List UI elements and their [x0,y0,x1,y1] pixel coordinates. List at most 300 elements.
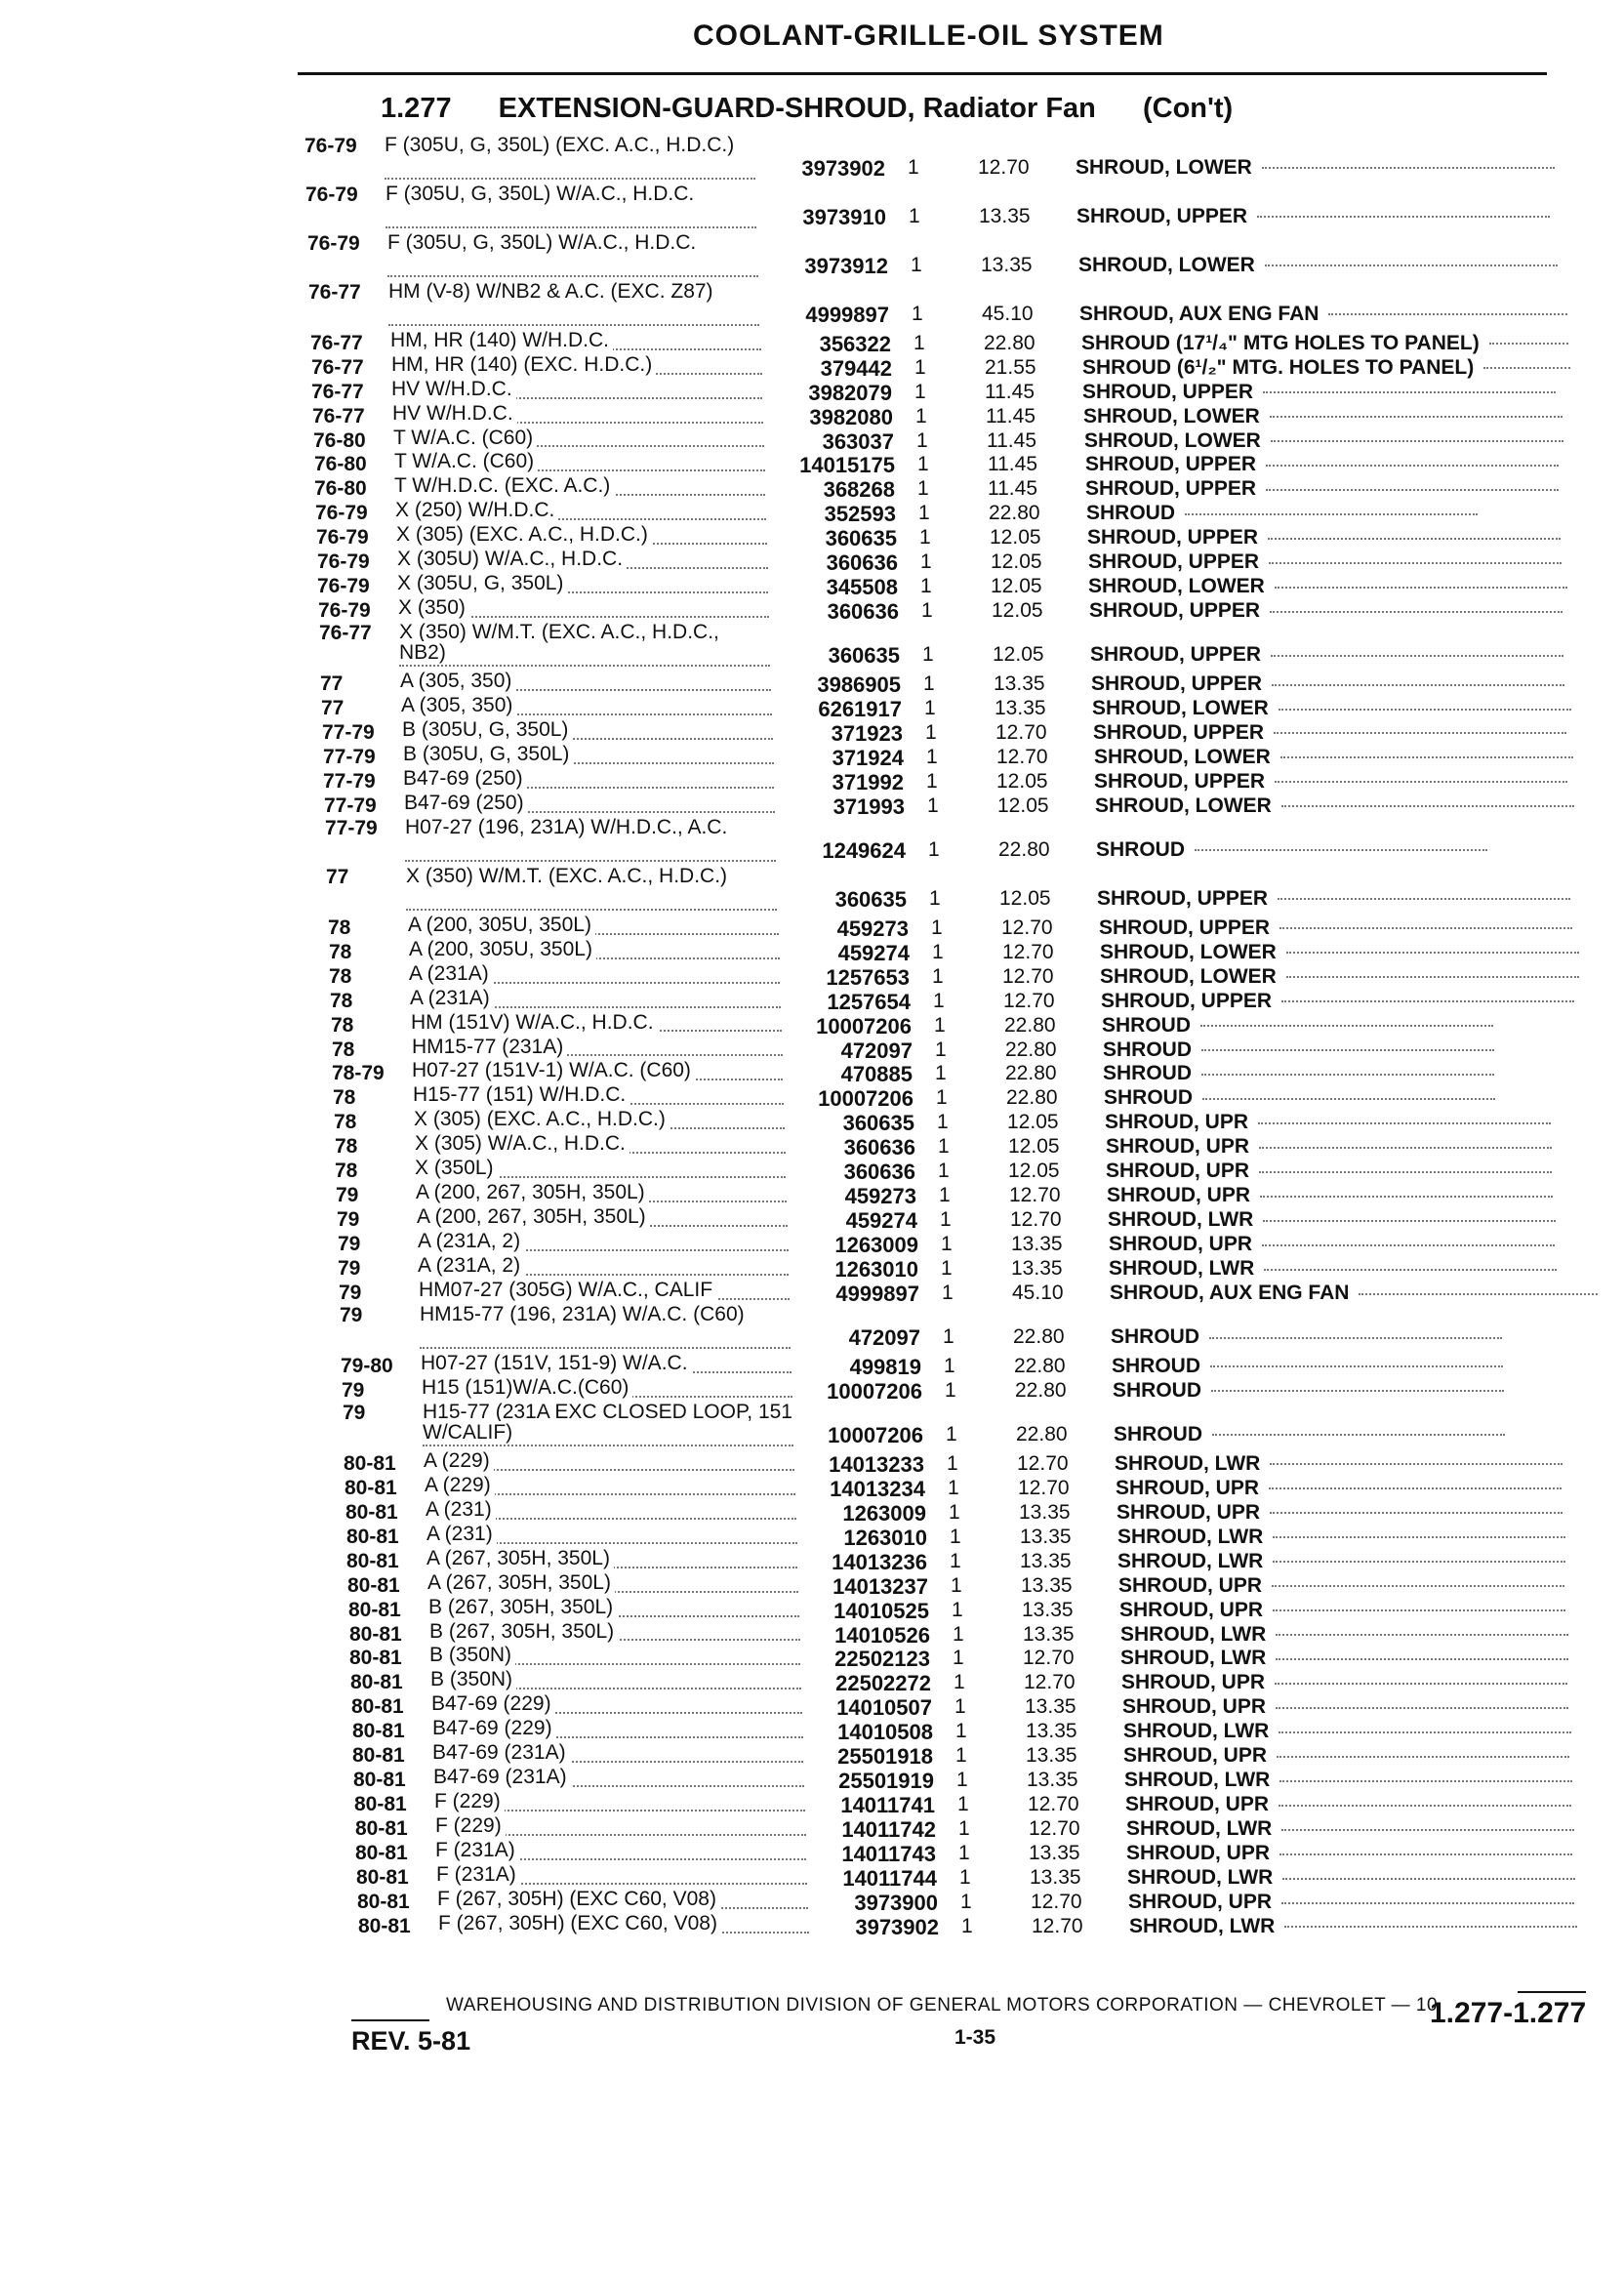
dot-leader [1276,1707,1568,1709]
part-name-text: SHROUD, LOWER [1078,253,1255,276]
part-name [1081,332,1569,355]
part-number: 3986905 [817,672,901,698]
dot-leader [1279,1731,1571,1733]
dot-leader [1281,1829,1574,1831]
dot-leader [1201,1074,1494,1076]
dot-leader [1271,655,1563,657]
part-name-text: SHROUD, LOWER [1084,428,1261,452]
table-row [332,1037,1581,1061]
model-years: 77-79 [325,816,378,839]
part-name [1114,1423,1602,1446]
description-text: F (267, 305H) (EXC C60, V08) [437,1889,720,1910]
application-description [392,403,763,428]
part-name [1115,1452,1603,1476]
part-number: 379442 [820,355,892,381]
dot-leader [1279,1853,1572,1855]
part-name [1103,1038,1591,1062]
dot-leader [406,909,777,911]
part-name [1117,1526,1605,1549]
quantity: 1 [946,1422,957,1445]
quantity: 1 [929,886,941,910]
price: 12.05 [1008,1135,1060,1159]
price: 12.70 [1010,1208,1062,1232]
application-description [402,719,773,744]
dot-leader [1276,1634,1568,1636]
application-description [433,1767,804,1791]
price: 12.70 [1001,916,1053,939]
application-description [431,1693,802,1718]
footer-division-text: WAREHOUSING AND DISTRIBUTION DIVISION OF GENERAL MOTORS CORPORATION — CHEVROLET — 10 [446,1995,1439,2015]
part-number: 14010508 [837,1720,933,1745]
part-number: 25501919 [838,1769,934,1794]
table-row [311,354,1581,379]
model-years: 79 [339,1282,362,1305]
part-name-text: SHROUD, UPR [1116,1500,1261,1524]
table-row [355,1815,1581,1843]
application-description [391,354,762,379]
dot-leader [1211,1390,1504,1392]
description-text: B47-69 (250) [404,793,528,814]
part-number: 22502272 [835,1671,931,1696]
part-name-text: SHROUD [1104,1086,1194,1110]
part-name-text: SHROUD, UPR [1109,1233,1253,1256]
dot-leader [405,860,776,862]
model-years: 78 [329,940,352,963]
model-years: 76-79 [318,599,371,623]
dot-leader [1282,1878,1575,1880]
table-row [331,1012,1581,1037]
quantity: 1 [919,526,931,550]
application-description [401,695,772,719]
description-text: T W/A.C. (C60) [393,428,537,449]
table-row [335,1158,1581,1185]
application-description [428,1597,799,1621]
price: 13.35 [1011,1257,1063,1281]
description-text: B (350N) [430,1669,516,1690]
description-text: F (229) [434,1791,505,1812]
price: 12.70 [1024,1671,1076,1694]
part-name-text: SHROUD, UPR [1107,1184,1251,1207]
part-number: 3973912 [804,253,888,278]
part-number: 371992 [832,769,904,794]
continued-label: (Con't) [1142,93,1234,124]
model-years: 77 [326,865,349,888]
price: 13.35 [1029,1842,1080,1865]
table-row [338,1255,1581,1280]
part-number: 499819 [849,1354,921,1379]
part-name [1082,356,1570,380]
part-name [1127,1866,1615,1890]
application-description [421,1353,792,1377]
quantity: 1 [932,964,944,988]
description-text: H15 (151)W/A.C.(C60) [422,1377,632,1399]
quantity: 1 [917,477,929,501]
dot-leader [1185,513,1478,515]
model-years: 76-79 [307,231,360,255]
price: 12.70 [1009,1184,1061,1207]
part-name [1104,1086,1592,1110]
quantity: 1 [957,1793,969,1816]
quantity: 1 [920,550,932,574]
part-name [1125,1793,1613,1816]
part-name-text: SHROUD, LOWER [1076,156,1252,179]
description-text: F (231A) [436,1864,520,1886]
dot-leader [1258,1122,1551,1124]
model-years: 78 [332,1038,355,1061]
quantity: 1 [914,355,926,379]
table-row [316,524,1581,549]
application-description [412,1037,783,1061]
description-text: X (305) (EXC. A.C., H.D.C.) [414,1109,670,1130]
part-name [1117,1550,1605,1573]
price: 45.10 [982,302,1034,325]
quantity: 1 [949,1500,960,1524]
description-text: A (231A, 2) [418,1255,524,1277]
price: 13.35 [1022,1598,1074,1621]
quantity: 1 [911,253,922,276]
table-row [340,1304,1581,1353]
part-name-text: SHROUD, UPPER [1087,526,1259,550]
dot-leader [1284,1926,1577,1928]
model-years: 79-80 [341,1354,393,1377]
price: 12.70 [1002,940,1054,963]
quantity: 1 [916,428,928,452]
part-name-text: SHROUD, LWR [1115,1451,1261,1475]
quantity: 1 [958,1817,970,1841]
table-row [317,573,1581,600]
price: 12.05 [991,575,1042,598]
table-row [310,330,1581,354]
application-description [435,1840,806,1864]
table-row [323,768,1581,793]
application-description [424,1450,794,1475]
description-text: B47-69 (229) [432,1718,556,1739]
description-text: A (200, 305U, 350L) [408,915,595,936]
part-name-text: SHROUD, LOWER [1100,964,1277,988]
table-row [333,1084,1581,1112]
table-row [355,1840,1581,1867]
description-text: F (305U, G, 350L) W/A.C., H.D.C. [386,183,698,205]
table-row [345,1475,1581,1499]
quantity: 1 [935,1062,947,1085]
dot-leader [1279,927,1572,929]
quantity: 1 [912,302,923,325]
quantity: 1 [944,1354,955,1377]
part-number: 1263010 [843,1525,927,1550]
quantity: 1 [940,1208,952,1232]
application-description [418,1255,789,1280]
quantity: 1 [938,1160,950,1183]
part-name [1096,838,1584,862]
model-years: 76-79 [316,526,369,550]
part-number: 360636 [843,1135,915,1160]
price: 13.35 [995,697,1046,720]
model-years: 79 [338,1233,361,1256]
application-description [420,1304,791,1353]
part-name-text: SHROUD, UPR [1119,1598,1264,1621]
description-text: A (229) [425,1475,495,1496]
quantity: 1 [917,453,929,476]
description-text: A (231) [426,1499,496,1521]
table-row [324,793,1581,817]
price: 13.35 [1026,1720,1077,1743]
part-number: 352593 [824,502,896,527]
description-text: H07-27 (151V, 151-9) W/A.C. [421,1353,692,1374]
part-name [1092,697,1580,720]
table-row [329,939,1581,963]
model-years: 76-80 [314,477,367,501]
application-description [423,1402,793,1450]
description-text: HV W/H.D.C. [392,403,517,425]
quantity: 1 [950,1525,961,1548]
description-text: X (350) W/M.T. (EXC. A.C., H.D.C.) [406,866,731,887]
dot-leader [1263,1220,1556,1222]
part-name [1086,502,1574,525]
price: 12.05 [999,886,1051,910]
model-years: 76-80 [313,428,366,452]
dot-leader [1270,1512,1563,1514]
model-years: 80-81 [352,1744,405,1768]
price: 11.45 [987,428,1036,452]
table-row [329,963,1581,988]
part-name [1116,1477,1604,1500]
dot-leader [1263,391,1556,393]
model-years: 80-81 [350,1671,403,1694]
description-text: F (231A) [435,1840,519,1861]
description-text: HM, HR (140) W/H.D.C. [390,330,613,351]
part-name-text: SHROUD [1096,837,1186,861]
quantity: 1 [922,643,934,667]
part-name-text: SHROUD, UPPER [1076,204,1248,227]
model-years: 76-77 [308,280,361,304]
price: 13.35 [1020,1525,1072,1548]
quantity: 1 [920,575,932,598]
table-row [346,1548,1581,1572]
part-name-text: SHROUD, UPPER [1085,477,1257,501]
dot-leader [1269,562,1562,564]
part-name-text: SHROUD, UPR [1105,1111,1249,1134]
part-number: 360636 [843,1160,915,1185]
part-number: 1249624 [822,837,906,863]
table-row [348,1597,1581,1621]
part-name-text: SHROUD, LWR [1108,1208,1254,1232]
part-name [1076,205,1564,228]
part-number: 363037 [822,428,894,454]
table-row [354,1791,1581,1818]
application-description [425,1475,795,1499]
quantity: 1 [961,1915,973,1938]
table-row [317,549,1581,576]
dot-leader [1275,587,1567,589]
quantity: 1 [943,1325,954,1349]
description-text: X (350) W/M.T. (EXC. A.C., H.D.C., NB2) [399,622,719,665]
price: 11.45 [986,404,1035,428]
part-number: 360635 [828,643,900,669]
model-years: 76-80 [314,453,367,476]
dot-leader [1259,1147,1552,1149]
part-name-text: SHROUD, UPPER [1101,989,1273,1012]
model-years: 76-79 [315,502,368,525]
part-name-text: SHROUD (17¹/₄" MTG HOLES TO PANEL) [1081,331,1480,354]
dot-leader [386,226,756,228]
part-number: 1263009 [842,1500,926,1526]
model-years: 77-79 [322,721,375,745]
dot-leader [423,1445,793,1446]
price: 22.80 [1016,1422,1068,1445]
price: 12.05 [992,599,1043,623]
price: 12.70 [1028,1793,1079,1816]
part-number: 14010507 [836,1695,932,1721]
part-number: 345508 [826,575,898,600]
dot-leader [1273,1609,1565,1611]
dot-leader [1269,1487,1562,1489]
application-description [391,379,762,403]
application-description [414,1109,785,1133]
price: 13.35 [1030,1866,1081,1890]
dot-leader [1257,216,1550,218]
table-row [358,1913,1581,1940]
dot-leader [1272,684,1564,686]
table-row [352,1742,1581,1770]
table-row [341,1353,1581,1377]
dot-leader [399,665,770,667]
table-row [334,1109,1581,1136]
part-name [1093,721,1581,745]
table-row [321,695,1581,722]
model-years: 76-79 [305,183,358,206]
price: 12.05 [997,794,1049,817]
quantity: 1 [909,204,920,227]
description-text: X (350L) [415,1158,498,1179]
dot-leader [1279,1805,1571,1807]
description-text: HM, HR (140) (EXC. H.D.C.) [391,354,656,376]
description-text: A (200, 305U, 350L) [409,939,596,960]
dot-leader [1200,1025,1493,1027]
price: 21.55 [985,355,1036,379]
price: 12.70 [1018,1476,1070,1499]
model-years: 79 [338,1257,361,1281]
description-text: H07-27 (196, 231A) W/H.D.C., A.C. [405,817,731,838]
part-name-text: SHROUD, LWR [1123,1720,1270,1743]
price: 22.80 [1006,1086,1058,1110]
quantity: 1 [953,1647,964,1670]
model-years: 77-79 [324,794,377,817]
footer-revision: REV. 5-81 [351,2026,471,2056]
application-description [385,135,755,183]
description-text: X (305) W/A.C., H.D.C. [415,1133,629,1155]
part-number: 10007206 [828,1422,923,1447]
application-description [404,793,775,817]
quantity: 1 [960,1891,972,1914]
application-description [386,183,756,232]
part-name-text: SHROUD [1111,1325,1200,1349]
part-name [1109,1257,1597,1281]
part-name [1089,599,1577,623]
table-row [352,1718,1581,1745]
part-name [1103,1062,1591,1085]
part-name-text: SHROUD, UPPER [1097,886,1269,910]
model-years: 80-81 [345,1500,398,1524]
dot-leader [385,178,755,180]
model-years: 77-79 [323,745,376,768]
price: 13.35 [1025,1695,1076,1719]
price: 12.05 [1007,1111,1059,1134]
description-text: A (231) [426,1524,497,1545]
table-row [326,866,1581,915]
part-name [1085,477,1573,501]
description-text: HM (151V) W/A.C., H.D.C. [411,1012,658,1034]
description-text: A (305, 350) [400,671,515,692]
table-row [318,597,1581,625]
quantity: 1 [945,1378,956,1402]
part-name [1116,1501,1604,1525]
description-text: X (350) [398,597,469,619]
model-years: 80-81 [358,1915,411,1938]
quantity: 1 [939,1184,951,1207]
part-name-text: SHROUD [1113,1378,1202,1402]
section-heading: EXTENSION-GUARD-SHROUD, Radiator Fan [498,93,1096,124]
dot-leader [1210,1365,1503,1367]
part-number: 472097 [848,1325,920,1351]
model-years: 79 [340,1304,363,1327]
table-row [308,281,1581,330]
application-description [393,428,764,452]
part-name-text: SHROUD, UPR [1122,1695,1267,1719]
application-description [417,1206,788,1231]
quantity: 1 [952,1598,963,1621]
quantity: 1 [931,916,943,939]
table-row [356,1864,1581,1892]
application-description [403,744,774,768]
description-text: B (267, 305H, 350L) [428,1597,617,1618]
part-name [1094,770,1582,794]
description-text: HM15-77 (196, 231A) W/A.C. (C60) [420,1304,749,1325]
part-number: 371993 [832,794,905,819]
part-number: 459273 [836,916,909,941]
part-number: 356322 [819,331,891,356]
price: 22.80 [998,837,1050,861]
table-row [307,232,1581,281]
description-text: B (305U, G, 350L) [403,744,573,765]
part-name [1113,1379,1601,1403]
description-text: F (305U, G, 350L) W/A.C., H.D.C. [387,232,700,254]
model-years: 79 [342,1378,365,1402]
part-name [1097,887,1585,911]
part-name [1123,1744,1611,1768]
part-number: 6261917 [818,697,902,722]
quantity: 1 [908,156,919,179]
table-row [337,1206,1581,1234]
part-name [1084,429,1572,453]
part-number: 1257653 [826,964,910,990]
model-years: 76-77 [310,331,363,354]
part-name-text: SHROUD [1114,1422,1203,1445]
price: 12.05 [1008,1160,1060,1183]
application-description [436,1864,807,1889]
price: 12.70 [996,745,1048,768]
part-name-text: SHROUD, UPPER [1091,672,1263,696]
model-years: 80-81 [351,1695,404,1719]
application-description [406,866,777,915]
part-name [1129,1915,1617,1938]
table-row [319,622,1581,671]
model-years: 80-81 [356,1866,409,1890]
model-years: 78 [333,1086,356,1110]
model-years: 76-77 [319,622,372,645]
part-name-text: SHROUD, UPR [1123,1744,1268,1768]
description-text: H07-27 (151V-1) W/A.C. (C60) [412,1060,695,1081]
part-name [1123,1720,1611,1743]
